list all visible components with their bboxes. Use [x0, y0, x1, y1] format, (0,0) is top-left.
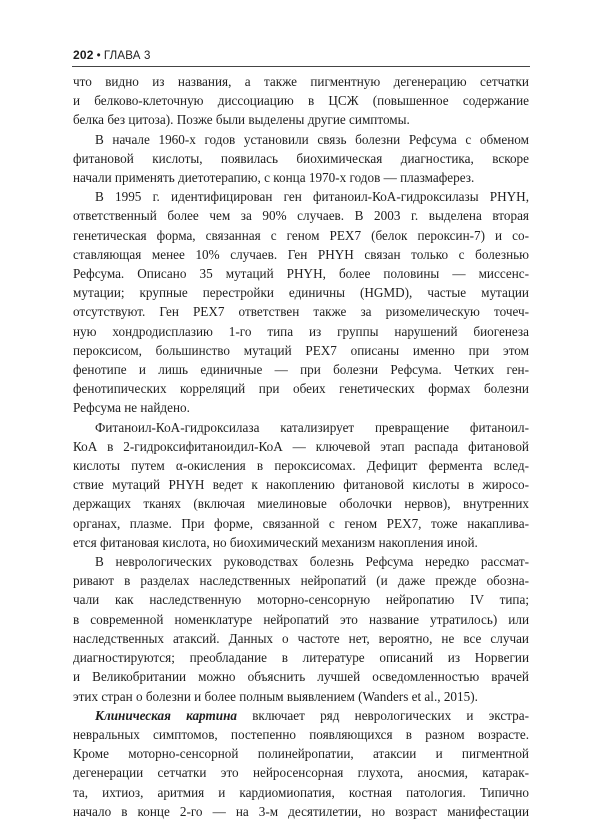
paragraph-line: чали как наследственную моторно-сенсорную нейропатию IV типа; [73, 592, 529, 608]
paragraph-line: Рефсума. Описано 35 мутаций PHYH, более половины — миссенс- [73, 266, 529, 282]
paragraph-line: В неврологических руководствах болезнь Рефсума нередко рассмат- [95, 554, 529, 570]
paragraph-line: фенотипических корреляций при обеих генетических формах болезни [73, 381, 529, 397]
paragraph-line: фитановой кислоты, появилась биохимическая диагностика, вскоре [73, 150, 529, 166]
paragraph-line: невральных симптомов, постепенно появляющихся в разном возрасте. [73, 726, 529, 742]
paragraph-line: дегенерации сетчатки это нейросенсорная глухота, аносмия, катарак- [73, 765, 529, 781]
paragraph-line: что видно из названия, а также пигментную дегенерацию сетчатки [73, 74, 529, 89]
paragraph-line: фенотипе и лишь единичные — при болезни Рефсума. Четких ген- [73, 362, 529, 378]
paragraph-line: начали применять диетотерапию, с конца 1970-х годов — плазмаферез. [73, 170, 475, 186]
paragraph-line: органах, плазме. При форме, связанной с геном PEX7, тоже накаплива- [73, 515, 529, 531]
paragraph-line: генетическая форма, связанная с геном PEX7 (белок пероксин-7) и со- [73, 227, 529, 243]
paragraph-line: та, ихтиоз, аритмия и кардиомиопатия, костная патология. Типично [73, 784, 529, 800]
paragraph-line: КоА в 2-гидроксифитаноидил-КоА — ключевой этап распада фитановой [73, 438, 529, 454]
section-runin-heading: Клиническая картина [95, 707, 237, 723]
paragraph-line: В начале 1960-х годов установили связь болезни Рефсума с обменом [95, 131, 529, 147]
paragraph-line: ривают в разделах наследственных нейропатий (и даже прежде обозна- [73, 573, 529, 589]
paragraph-line: кислоты путем α-окисления в пероксисомах. Дефицит фермента вслед- [73, 458, 529, 474]
paragraph-line: Кроме моторно-сенсорной полинейропатии, атаксии и пигментной [73, 746, 529, 762]
paragraph-line: диагностируются; преобладание в литературе описаний из Норвегии [73, 650, 529, 666]
paragraph-line: ствие мутаций PHYH ведет к накоплению фитановой кислоты в жиросо- [73, 477, 529, 493]
paragraph-line: ставляющая менее 10% случаев. Ген PHYH связан только с болезнью [73, 246, 529, 262]
paragraph-line: держащих тканях (включая миелиновые оболочки нервов), внутренних [73, 496, 529, 512]
body-text [73, 72, 529, 821]
paragraph-line: ответственный более чем за 90% случаев. В 2003 г. выделена вторая [73, 208, 529, 224]
paragraph-line: и белково-клеточную диссоциацию в ЦСЖ (повышенное содержание [73, 93, 529, 109]
paragraph-line [73, 706, 529, 725]
page-number: 202 [73, 48, 94, 62]
paragraph-line: и Великобритании можно объяснить лучшей осведомленностью врачей [73, 669, 529, 685]
running-head [73, 48, 151, 62]
paragraph-line: этих стран о болезни и более полным выявлением (Wanders et al., 2015). [73, 688, 478, 704]
paragraph-line: отсутствуют. Ген PEX7 ответствен также за ризомелическую точеч- [73, 304, 529, 320]
paragraph-line: ется фитановая кислота, но биохимический механизм накопления иной. [73, 534, 478, 550]
paragraph-line: В 1995 г. идентифицирован ген фитаноил-КоА-гидроксилазы PHYH, [95, 189, 529, 205]
paragraph-line-text: включает ряд неврологических и экстра- [236, 707, 529, 723]
paragraph-line: мутации; крупные перестройки единичны (HGMD), частые мутации [73, 285, 529, 301]
paragraph-line: Фитаноил-КоА-гидроксилаза катализирует превращение фитаноил- [95, 419, 529, 435]
paragraph-line: белка без цитоза). Позже были выделены другие симптомы. [73, 112, 410, 128]
header-rule [72, 66, 530, 67]
paragraph-line: ную хондродисплазию 1-го типа из группы нарушений биогенеза [73, 323, 529, 339]
paragraph-line: наследственных атаксий. Данных о частоте нет, вероятно, не все случаи [73, 630, 529, 646]
chapter-title: ГЛАВА 3 [103, 50, 151, 62]
paragraph-line: начало в конце 2-го — на 3-м десятилетии, но возраст манифестации [73, 803, 529, 819]
paragraph-line: Рефсума не найдено. [73, 400, 190, 416]
paragraph-line: пероксисом, большинство мутаций PEX7 описаны именно при этом [73, 342, 529, 358]
header-separator: • [96, 50, 101, 62]
paragraph-line: в современной номенклатуре нейропатий это название утратилось) или [73, 611, 529, 627]
